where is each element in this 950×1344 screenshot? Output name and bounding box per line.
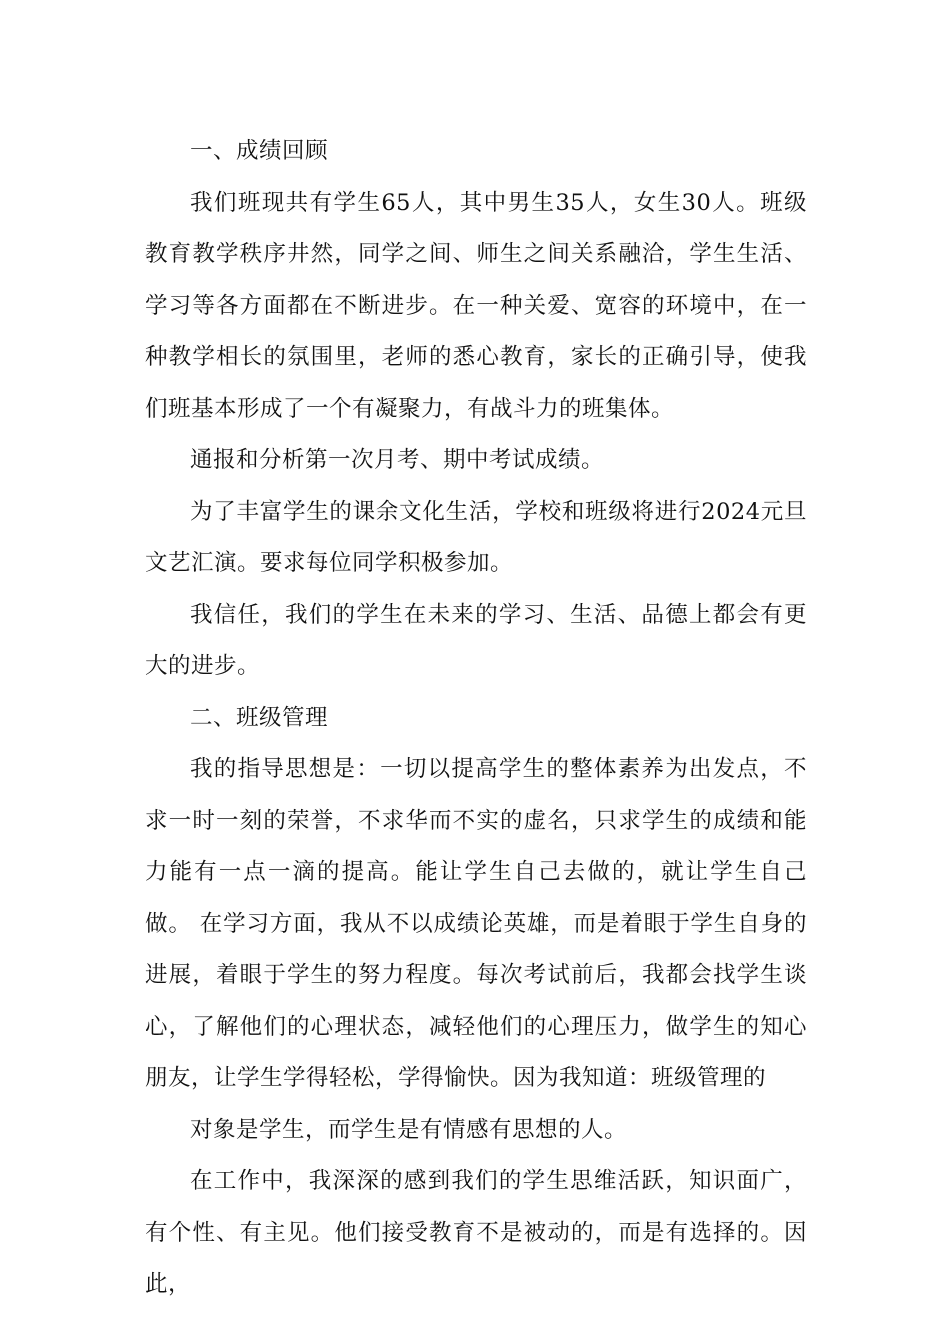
paragraph-confidence: 我信任，我们的学生在未来的学习、生活、品德上都会有更大的进步。	[145, 601, 807, 679]
paragraph-exam-report: 通报和分析第一次月考、期中考试成绩。	[190, 447, 605, 473]
paragraph-guiding-philosophy: 我的指导思想是：一切以提高学生的整体素养为出发点，不求一时一刻的荣誉，不求华而不实的虚名，只求学生的成绩和能力能有一点一滴的提高。能让学生自己去做的，就让学生自己做。 在学习方面，我从不以成绩论英雄，而是着眼于学生自身的进展，着眼于学生的努力程度。每次考试前后，我都会找学生谈心，了解他们的心理状态，减轻他们的心理压力，做学生的知心朋友，让学生学得轻松，学得愉快。因为我知道：班级管理的	[145, 756, 807, 1091]
section-heading-class-management: 二、班级管理	[190, 704, 329, 731]
paragraph-class-overview: 我们班现共有学生65人，其中男生35人，女生30人。班级教育教学秩序井然，同学之间、师生之间关系融洽，学生生活、学习等各方面都在不断进步。在一种关爱、宽容的环境中，在一种教学相长的氛围里，老师的悉心教育，家长的正确引导，使我们班基本形成了一个有凝聚力，有战斗力的班集体。	[145, 189, 807, 422]
paragraph-new-year-show: 为了丰富学生的课余文化生活，学校和班级将进行2024元旦文艺汇演。要求每位同学积极参加。	[145, 498, 807, 576]
section-heading-achievements: 一、成绩回顾	[190, 138, 329, 164]
paragraph-management-object: 对象是学生，而学生是有情感有思想的人。	[190, 1116, 628, 1143]
document-body	[145, 126, 807, 1311]
paragraph-student-traits: 在工作中，我深深的感到我们的学生思维活跃，知识面广，有个性、有主见。他们接受教育不是被动的，而是有选择的。因此，	[145, 1168, 807, 1297]
